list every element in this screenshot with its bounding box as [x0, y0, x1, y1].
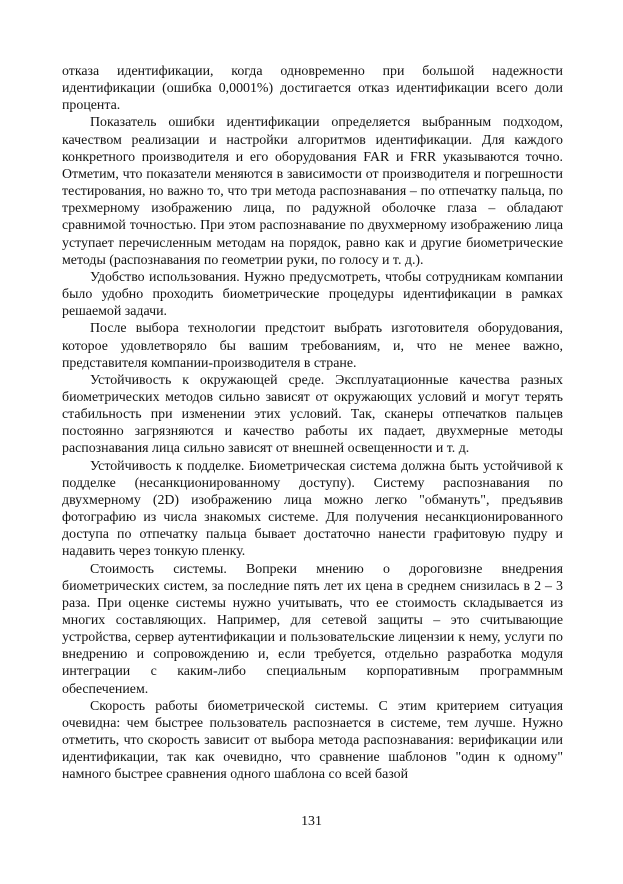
page-number: 131	[301, 814, 322, 829]
paragraph-usability: Удобство использования. Нужно предусмотреть, чтобы сотрудникам компании было удобно проходить биометрические процедуры идентификации в рамках решаемой задачи.	[62, 269, 563, 320]
paragraph-speed: Скорость работы биометрической системы. С этим критерием ситуация очевидна: чем быстрее пользователь распознается в системе, тем лучше. Нужно отметить, что скорость зависит от выбора метода распознавания: верификации или идентификации, так как очевидно, что сравнение шаблонов "один к одному" намного быстрее сравнения одного шаблона со всей базой	[62, 698, 563, 783]
paragraph-cost: Стоимость системы. Вопреки мнению о дороговизне внедрения биометрических систем, за последние пять лет их цена в среднем снизилась в 2 – 3 раза. При оценке системы нужно учитывать, что ее стоимость складывается из многих составляющих. Например, для сетевой защиты – это считывающие устройства, сервер аутентификации и пользовательские лицензии к нему, услуги по внедрению и сопровождению и, если требуется, отдельно разработка модуля интеграции с каким-либо специальным корпоративным программным обеспечением.	[62, 561, 563, 697]
paragraph-environment: Устойчивость к окружающей среде. Эксплуатационные качества разных биометрических методов сильно зависят от окружающих условий и могут терять стабильность при изменении этих условий. Так, сканеры отпечатков пальцев постоянно загрязняются и качество работы их падает, двухмерные методы распознавания лица сильно зависят от внешней освещенности и т. д.	[62, 372, 563, 457]
paragraph-spoofing: Устойчивость к подделке. Биометрическая система должна быть устойчивой к подделке (несанкционированному доступу). Систему распознавания по двухмерному (2D) изображению лица можно легко "обмануть", предъявив фотографию из числа знакомых системе. Для получения несанкционированного доступа по отпечатку пальца бывает достаточно нанести графитовую пудру и надавить через тонкую пленку.	[62, 458, 563, 560]
paragraph-error-indicator: Показатель ошибки идентификации определяется выбранным подходом, качеством реализации и настройки алгоритмов идентификации. Для каждого конкретного производителя и его оборудования FAR и FRR указываются точно. Отметим, что показатели меняются в зависимости от производителя и погрешности тестирования, но важно то, что три метода распознавания – по отпечатку пальца, по трехмерному изображению лица, по радужной оболочке глаза – обладают сравнимой точностью. При этом распознавание по двухмерному изображению лица уступает перечисленным методам на порядок, равно как и другие биометрические методы (распознавания по геометрии руки, по голосу и т. д.).	[62, 115, 563, 268]
paragraph-vendor-choice: После выбора технологии предстоит выбрать изготовителя оборудования, которое удовлетворяло бы вашим требованиям, и, что не менее важно, представителя компании-производителя в стране.	[62, 321, 563, 371]
paragraph-continuation: отказа идентификации, когда одновременно при большой надежности идентификации (ошибка 0,0001%) достигается отказ идентификации всего доли процента.	[62, 64, 563, 114]
document-page	[62, 63, 563, 784]
